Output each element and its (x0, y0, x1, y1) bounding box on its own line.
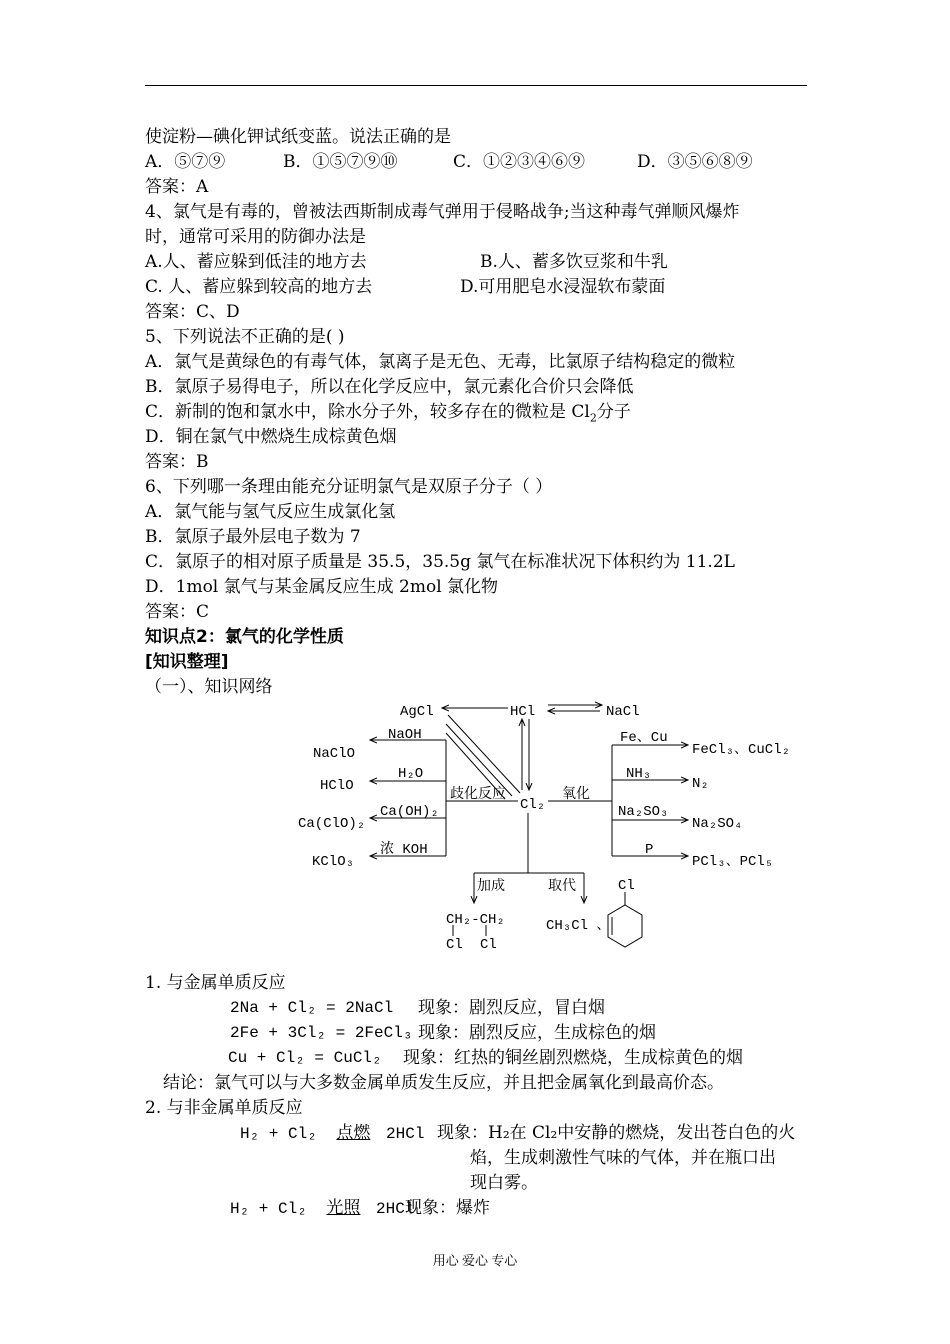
kclo3-label: KClO₃ (312, 854, 355, 870)
q6-option-c: C．氯原子的相对原子质量是 35.5，35.5g 氯气在标准状况下体积约为 11.2L (145, 552, 735, 572)
substitution-label: 取代 (548, 879, 576, 895)
q4-stem-line2: 时，通常可采用的防御办法是 (145, 227, 366, 247)
q5-option-c-post: 分子 (596, 402, 631, 422)
q3-tail: 使淀粉—碘化钾试纸变蓝。说法正确的是 (145, 127, 451, 147)
product-2: 2HCl (376, 1200, 415, 1218)
q3-option-a: A．⑤⑦⑨ (145, 152, 226, 172)
q4-answer: 答案：C、D (145, 302, 240, 322)
phenomenon-light: 现象：爆炸 (405, 1198, 490, 1218)
hclo-label: HClO (320, 778, 354, 794)
naoh-label: NaOH (388, 727, 422, 743)
q6-option-d: D．1mol 氯气与某金属反应生成 2mol 氯化物 (145, 577, 499, 597)
q4-option-b: B.人、蓄多饮豆浆和牛乳 (480, 252, 668, 272)
ch3cl-label: CH₃Cl 、 (546, 918, 611, 934)
nh3-label: NH₃ (626, 766, 652, 782)
oxidation-label: 氧化 (562, 787, 590, 803)
reaction-h2-cl2-ignite (240, 1122, 424, 1145)
phenomenon-fe: 现象：剧烈反应，生成棕色的烟 (418, 1023, 656, 1043)
naclo-label: NaClO (313, 746, 356, 762)
reactants-2: H₂ + Cl₂ (230, 1200, 307, 1218)
q4-option-c: C. 人、蓄应躲到较高的地方去 (145, 277, 373, 297)
knowledge-network-title: （一）、知识网络 (145, 677, 273, 697)
q5-option-c-sub: 2 (589, 411, 597, 425)
na2so3-label: Na₂SO₃ (618, 804, 669, 820)
page-footer: 用心 爱心 专心 (432, 1253, 518, 1268)
nacl-label: NaCl (606, 704, 640, 720)
ch2ch2-label: CH₂-CH₂ (446, 912, 505, 928)
pcl3-pcl5-label: PCl₃、PCl₅ (692, 854, 774, 870)
addition-label: 加成 (477, 879, 505, 895)
kp2-title: 知识点2：氯气的化学性质 (145, 627, 344, 647)
q4-option-a: A.人、蓄应躲到低洼的地方去 (145, 252, 367, 272)
q6-option-b: B．氯原子最外层电子数为 7 (145, 527, 361, 547)
header-rule (145, 85, 807, 86)
reaction-cu-cl2: Cu + Cl₂ = CuCl₂ (228, 1049, 382, 1067)
chlorobenzene-cl-label: Cl (618, 878, 635, 894)
reaction-network-diagram (0, 695, 950, 965)
q5-answer: 答案：B (145, 452, 209, 472)
conc-koh-label: 浓 KOH (380, 842, 428, 858)
q6-stem: 6、下列哪一条理由能充分证明氯气是双原子分子（ ） (145, 477, 553, 497)
h2o-label: H₂O (398, 766, 424, 782)
q4-option-d: D.可用肥皂水浸湿软布蒙面 (460, 277, 666, 297)
q3-answer: 答案：A (145, 177, 209, 197)
condition-ignite: 点燃 (336, 1123, 371, 1143)
q5-option-c-pre: C．新制的饱和氯水中，除水分子外，较多存在的微粒是 Cl (145, 402, 590, 422)
caclo2-label: Ca(ClO)₂ (298, 816, 366, 832)
phenomenon-cu: 现象：红热的铜丝剧烈燃烧，生成棕黄色的烟 (403, 1048, 743, 1068)
q6-answer: 答案：C (145, 602, 210, 622)
phenomenon-ignite-line3: 现白雾。 (470, 1173, 538, 1193)
reaction-fe-cl2: 2Fe + 3Cl₂ = 2FeCl₃ (230, 1024, 413, 1042)
condition-light: 光照 (326, 1198, 361, 1218)
product-1: 2HCl (386, 1125, 425, 1143)
phenomenon-ignite-line2: 焰，生成刺激性气味的气体，并在瓶口出 (470, 1148, 776, 1168)
cl2-center-label: Cl₂ (520, 797, 546, 813)
phenomenon-ignite-line1: 现象：H₂在 Cl₂中安静的燃烧，发出苍白色的火 (437, 1123, 796, 1143)
section-2-title: 2. 与非金属单质反应 (145, 1098, 303, 1118)
fe-cu-label: Fe、Cu (620, 730, 668, 746)
cl-label-a: Cl (446, 937, 463, 953)
q4-stem-line1: 4、氯气是有毒的，曾被法西斯制成毒气弹用于侵略战争;当这种毒气弹顺风爆炸 (145, 202, 740, 222)
phenomenon-na: 现象：剧烈反应，冒白烟 (418, 998, 605, 1018)
q3-option-b: B．①⑤⑦⑨⑩ (283, 152, 398, 172)
hcl-label: HCl (510, 704, 536, 720)
disproportionation-label: 歧化反应 (450, 787, 506, 803)
q3-option-c: C．①②③④⑥⑨ (453, 152, 586, 172)
reaction-na-cl2: 2Na + Cl₂ = 2NaCl (230, 999, 394, 1017)
q5-option-b: B．氯原子易得电子，所以在化学反应中，氯元素化合价只会降低 (145, 377, 634, 397)
q5-stem: 5、下列说法不正确的是( ) (145, 327, 345, 347)
agcl-label: AgCl (400, 704, 434, 720)
section-1-conclusion: 结论：氯气可以与大多数金属单质发生反应，并且把金属氧化到最高价态。 (163, 1073, 724, 1093)
section-1-title: 1. 与金属单质反应 (145, 973, 286, 993)
caoh2-label: Ca(OH)₂ (380, 804, 439, 820)
phosphorus-label: P (645, 842, 654, 858)
na2so4-label: Na₂SO₄ (692, 816, 743, 832)
n2-label: N₂ (692, 776, 709, 792)
q3-options (145, 151, 753, 173)
kp2-subtitle: [知识整理] (145, 652, 229, 672)
cl-label-b: Cl (480, 937, 497, 953)
reaction-h2-cl2-light (230, 1197, 414, 1220)
q5-option-a: A．氯气是黄绿色的有毒气体，氯离子是无色、无毒，比氯原子结构稳定的微粒 (145, 352, 736, 372)
fecl3-cucl2-label: FeCl₃、CuCl₂ (692, 742, 791, 758)
q6-option-a: A．氯气能与氢气反应生成氯化氢 (145, 502, 396, 522)
reactants-1: H₂ + Cl₂ (240, 1125, 317, 1143)
q3-option-d: D．③⑤⑥⑧⑨ (637, 152, 753, 172)
q5-option-d: D．铜在氯气中燃烧生成棕黄色烟 (145, 427, 397, 447)
